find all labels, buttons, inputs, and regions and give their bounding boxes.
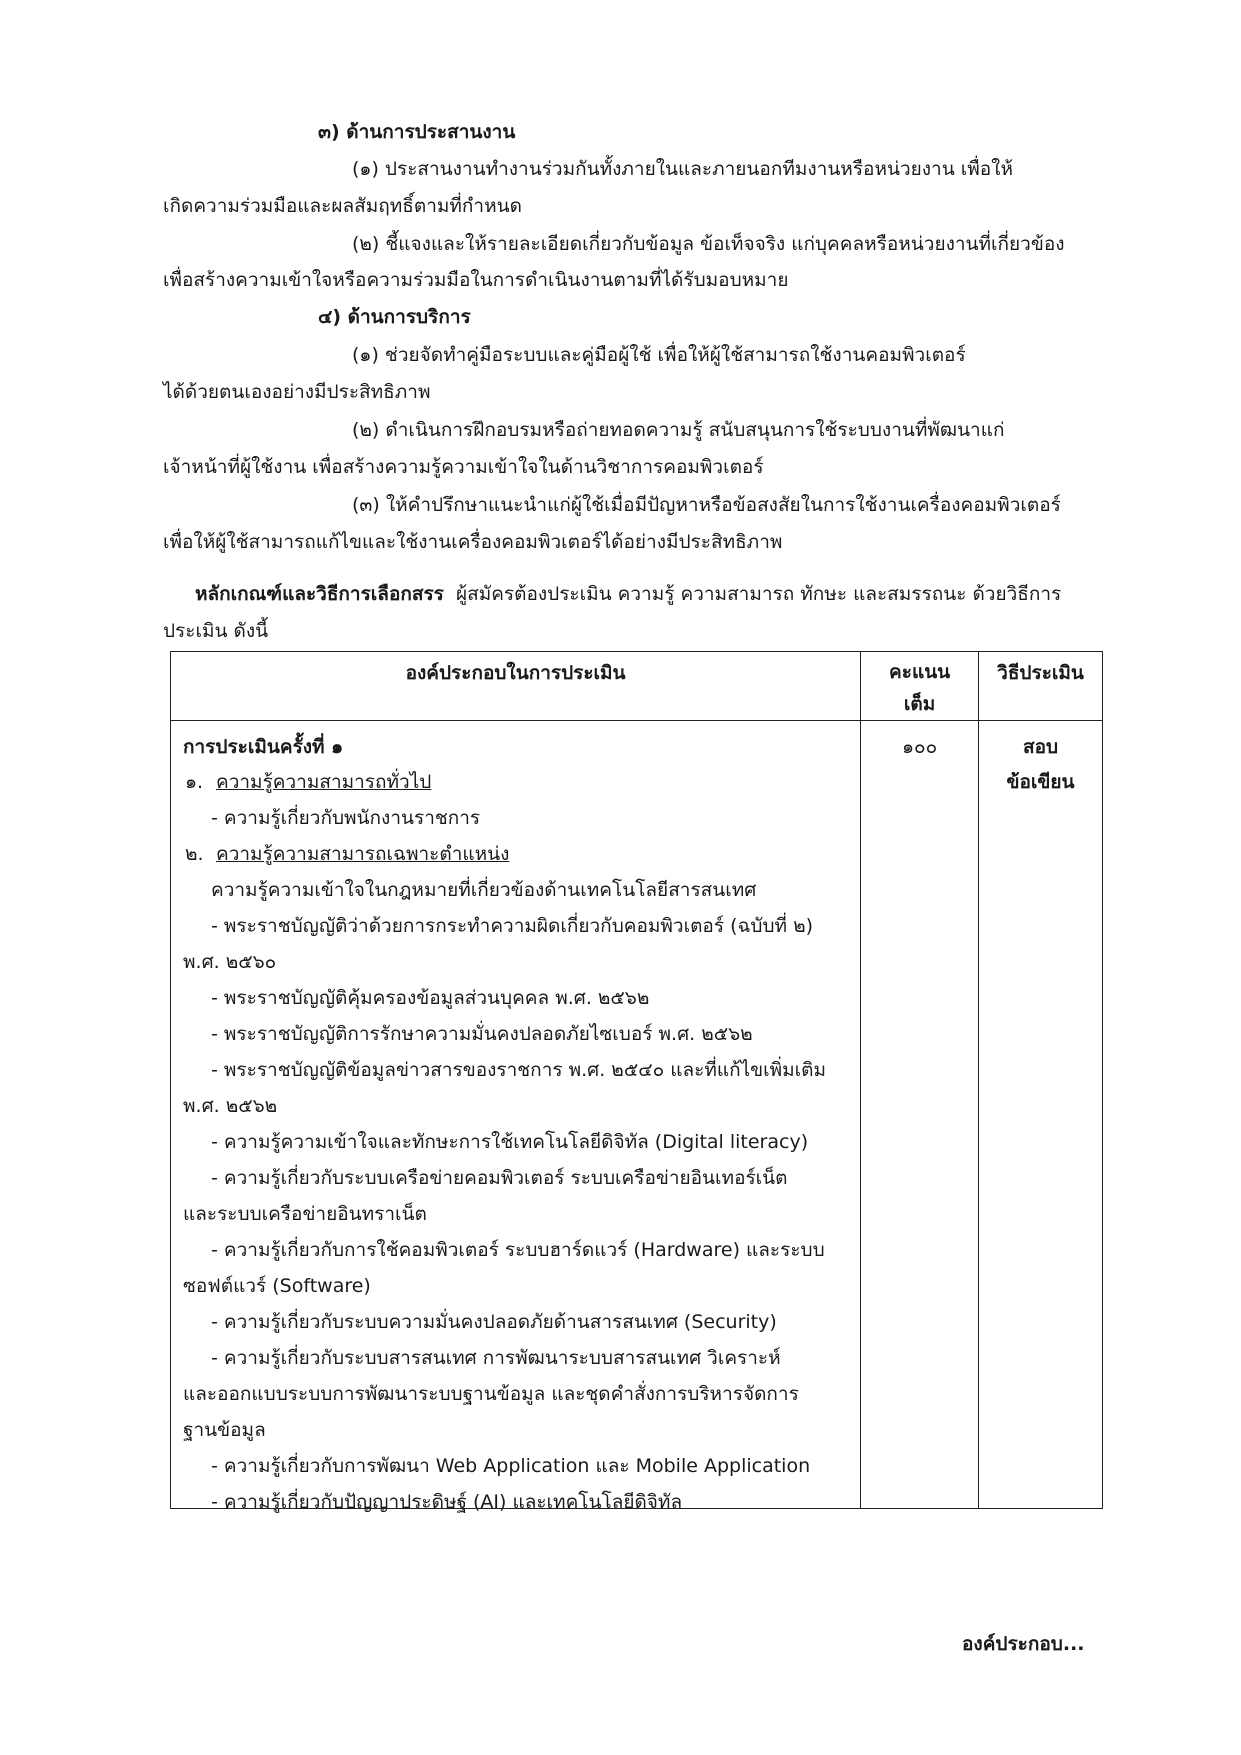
list-item: - พระราชบัญญัติคุ้มครองข้อมูลส่วนบุคคล พ.ศ. ๒๕๖๒ [211,987,650,1009]
method-cell [979,721,1102,1508]
criteria-line-2: ประเมิน ดังนี้ [163,620,269,642]
list-item: - ความรู้เกี่ยวกับการพัฒนา Web Application และ Mobile Application [211,1455,811,1477]
section-4-item-3-line-2: เพื่อให้ผู้ใช้สามารถแก้ไขและใช้งานเครื่องคอมพิวเตอร์ได้อย่างมีประสิทธิภาพ [163,531,783,553]
section-3-heading: ๓) ด้านการประสานงาน [318,121,516,143]
header-component: องค์ประกอบในการประเมิน [405,662,626,684]
method-line-1: สอบ [1022,736,1059,758]
header-score-line-1: คะแนน [889,661,951,683]
list-item: - ความรู้เกี่ยวกับการใช้คอมพิวเตอร์ ระบบฮาร์ดแวร์ (Hardware) และระบบ [211,1239,825,1261]
full-score: ๑๐๐ [901,736,938,758]
list-item: พ.ศ. ๒๕๖๐ [183,951,277,973]
list-item: - ความรู้เกี่ยวกับระบบเครือข่ายคอมพิวเตอร์ ระบบเครือข่ายอินเทอร์เน็ต [211,1167,788,1189]
list-item: และออกแบบระบบการพัฒนาระบบฐานข้อมูล และชุดคำสั่งการบริหารจัดการ [183,1383,799,1405]
section-3-item-2-line-1: (๒) ชี้แจงและให้รายละเอียดเกี่ยวกับข้อมูล ข้อเท็จจริง แก่บุคคลหรือหน่วยงานที่เกี่ยวข้อง [352,233,1065,255]
list-item: - ความรู้เกี่ยวกับระบบสารสนเทศ การพัฒนาระบบสารสนเทศ วิเคราะห์ [211,1347,781,1369]
section-4-item-2-line-1: (๒) ดำเนินการฝึกอบรมหรือถ่ายทอดความรู้ สนับสนุนการใช้ระบบงานที่พัฒนาแก่ [352,419,1005,441]
evaluation-table [170,651,1103,1513]
continuation-text: องค์ประกอบ... [962,1633,1085,1655]
criteria-line-1 [195,582,1061,606]
list-item: - ความรู้เกี่ยวกับพนักงานราชการ [211,807,481,829]
specific-knowledge-heading: ความรู้ความสามารถเฉพาะตำแหน่ง [216,843,510,865]
list-item: ซอฟต์แวร์ (Software) [183,1275,371,1297]
list-item: - พระราชบัญญัติว่าด้วยการกระทำความผิดเกี่ยวกับคอมพิวเตอร์ (ฉบับที่ ๒) [211,915,814,937]
method-line-2: ข้อเขียน [1006,771,1075,793]
section-4-item-1-line-2: ได้ด้วยตนเองอย่างมีประสิทธิภาพ [163,381,431,403]
item-number-1: ๑. [185,771,204,793]
criteria-heading: หลักเกณฑ์และวิธีการเลือกสรร [195,583,444,605]
section-3-item-1-line-2: เกิดความร่วมมือและผลสัมฤทธิ์ตามที่กำหนด [163,195,522,217]
list-item: - ความรู้เกี่ยวกับระบบความมั่นคงปลอดภัยด้านสารสนเทศ (Security) [211,1311,777,1333]
header-score-line-2: เต็ม [903,693,936,715]
list-item: - ความรู้เกี่ยวกับปัญญาประดิษฐ์ (AI) และเทคโนโลยีดิจิทัล [211,1491,683,1513]
section-3-item-1-line-1: (๑) ประสานงานทำงานร่วมกันทั้งภายในและภายนอกทีมงานหรือหน่วยงาน เพื่อให้ [352,158,1013,180]
list-item: และระบบเครือข่ายอินทราเน็ต [183,1203,427,1225]
section-4-item-3-line-1: (๓) ให้คำปรึกษาแนะนำแก่ผู้ใช้เมื่อมีปัญหาหรือข้อสงสัยในการใช้งานเครื่องคอมพิวเตอร์ [352,494,1061,516]
score-cell [861,721,978,1508]
general-knowledge-heading: ความรู้ความสามารถทั่วไป [216,771,432,793]
section-4-heading: ๔) ด้านการบริการ [318,306,471,328]
list-item: ฐานข้อมูล [183,1419,266,1441]
table-row [171,721,1103,1509]
list-item: - ความรู้ความเข้าใจและทักษะการใช้เทคโนโลยีดิจิทัล (Digital literacy) [211,1131,809,1153]
section-3-item-2-line-2: เพื่อสร้างความเข้าใจหรือความร่วมมือในการดำเนินงานตามที่ได้รับมอบหมาย [163,269,789,291]
section-4-item-1-line-1: (๑) ช่วยจัดทำคู่มือระบบและคู่มือผู้ใช้ เพื่อให้ผู้ใช้สามารถใช้งานคอมพิวเตอร์ [352,344,966,366]
round-1-title: การประเมินครั้งที่ ๑ [183,736,344,758]
header-method: วิธีประเมิน [997,662,1084,684]
list-item: - พระราชบัญญัติข้อมูลข่าวสารของราชการ พ.ศ. ๒๕๔๐ และที่แก้ไขเพิ่มเติม [211,1059,827,1081]
item-number-2: ๒. [185,843,204,865]
component-cell [171,721,860,1513]
section-4-item-2-line-2: เจ้าหน้าที่ผู้ใช้งาน เพื่อสร้างความรู้ความเข้าใจในด้านวิชาการคอมพิวเตอร์ [163,456,764,478]
list-item: - พระราชบัญญัติการรักษาความมั่นคงปลอดภัยไซเบอร์ พ.ศ. ๒๕๖๒ [211,1023,753,1045]
list-item: ความรู้ความเข้าใจในกฎหมายที่เกี่ยวข้องด้านเทคโนโลยีสารสนเทศ [211,879,757,901]
header-score [861,652,978,720]
list-item: พ.ศ. ๒๕๖๒ [183,1095,278,1117]
table-header-row [171,652,1103,721]
criteria-text: ผู้สมัครต้องประเมิน ความรู้ ความสามารถ ทักษะ และสมรรถนะ ด้วยวิธีการ [455,583,1062,605]
